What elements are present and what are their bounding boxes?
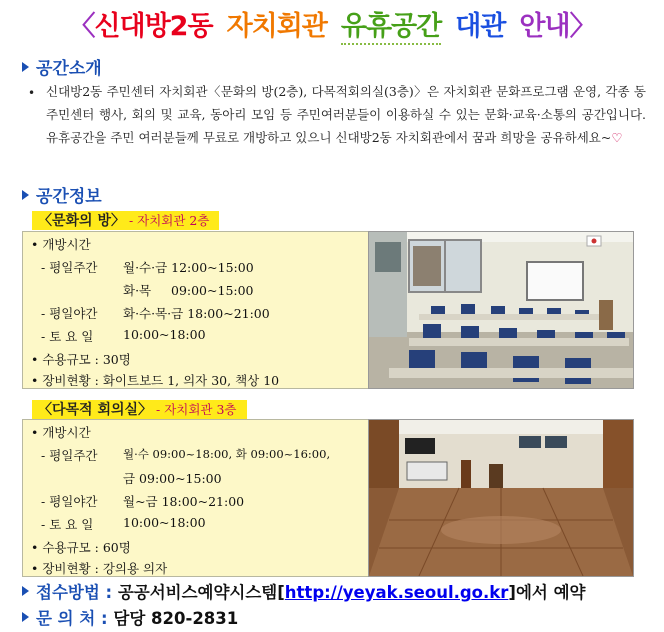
room2-photo [368,419,634,577]
room1-weekday-line1: 월·수·금 12:00~15:00 [123,260,254,275]
intro-text: 신대방2동 주민센터 자치회관〈문화의 방(2층), 다목적회의실(3층)〉은 자치회관 문화프로그램 운영, 각종 동 주민센터 행사, 회의 및 교육, 동아리 모임 등 주민여러분들이 이용하실 수 있는 문화·교육·소통의 공간입니다. 유휴공간을 주민 여러분들께 무료로 개방하고 있으니 신대방2동 자치회관에서 꿈과 희망을 공유하세요~ [46,84,646,145]
room1-capacity-label: 수용규모 [42,352,91,367]
room2-hours-label: 개방시간 [42,425,91,440]
heart-icon: ♡ [611,130,623,145]
room2-evening-label: - 평일야간 [41,494,98,509]
title-word-2: 자치회관 [226,11,327,42]
title-word-5: 안내 [519,11,570,42]
room1-info-box [22,231,369,389]
info-heading [22,182,102,207]
room2-hours-row: • 개방시간 [31,425,91,440]
room2-title-tag [32,400,247,419]
room2-equipment-value: : 강의용 의자 [94,561,168,576]
booking-colon: : [99,583,118,602]
room2-evening-value: 월~금 18:00~21:00 [123,494,245,509]
room1-photo [368,231,634,389]
triangle-bullet-icon [22,190,29,200]
contact-value: 담당 820-2831 [113,609,239,628]
room1-equipment-label: 장비현황 [42,373,91,388]
intro-heading-text: 공간소개 [36,59,102,79]
room1-hours-label: 개방시간 [42,237,91,252]
room2-floor: - 자치회관 3층 [152,402,237,417]
room2-saturday-label: - 토 요 일 [41,517,94,532]
room1-floor: - 자치회관 2층 [124,213,210,228]
room2-equipment-label: 장비현황 [42,561,91,576]
room1-capacity-value: : 30명 [94,352,131,367]
intro-paragraph [46,80,646,149]
booking-text-after: ]에서 예약 [508,583,586,602]
room2-weekday-line2: 금 09:00~15:00 [123,471,222,486]
booking-label: 접수방법 [36,583,100,602]
triangle-bullet-icon [22,586,29,596]
room1-equipment-row: • 장비현황 : 화이트보드 1, 의자 30, 책상 10 [31,373,280,388]
room1-weekday-line2: 화·목 09:00~15:00 [123,283,254,298]
room2-name: 〈다목적 회의실〉 [38,402,153,418]
title-word-3: 유휴공간 [341,4,441,45]
contact-colon: : [95,609,114,628]
info-heading-text: 공간정보 [36,187,102,207]
triangle-bullet-icon [22,62,29,72]
room2-equipment-row: • 장비현황 : 강의용 의자 [31,561,168,576]
room1-evening-label: - 평일야간 [41,306,98,321]
room1-hours-row: • 개방시간 [31,237,91,252]
title-word-1: 신대방2동 [94,11,213,42]
contact-label: 문 의 처 [36,609,96,628]
booking-line [22,579,585,603]
room2-capacity-label: 수용규모 [42,540,91,555]
room1-weekday-label: - 평일주간 [41,260,98,275]
contact-line [22,605,238,629]
room2-capacity-row: • 수용규모 : 60명 [31,540,131,555]
room2-capacity-value: : 60명 [94,540,131,555]
room2-weekday-line1: 월·수 09:00~18:00, 화 09:00~16:00, [123,447,331,461]
title-close-bracket: 〉 [569,11,596,42]
room1-name: 〈문화의 방〉 [38,213,125,229]
room1-evening-value: 화·수·목·금 18:00~21:00 [123,306,270,321]
room1-saturday-label: - 토 요 일 [41,329,94,344]
room2-weekday-label: - 평일주간 [41,448,98,463]
triangle-bullet-icon [22,612,29,622]
booking-text-before: 공공서비스예약시스템[ [117,583,285,602]
room1-title-tag [32,211,219,230]
title-open-bracket: 〈 [68,11,95,42]
intro-heading [22,54,102,79]
room1-saturday-value: 10:00~18:00 [123,327,206,342]
room1-equipment-value: : 화이트보드 1, 의자 30, 책상 10 [94,373,280,388]
bullet-dot-icon: • [28,86,36,100]
booking-link[interactable]: http://yeyak.seoul.go.kr [284,583,509,602]
page-title [0,4,664,45]
room1-capacity-row: • 수용규모 : 30명 [31,352,131,367]
room2-saturday-value: 10:00~18:00 [123,515,206,530]
title-word-4: 대관 [455,11,506,42]
room2-info-box [22,419,369,577]
